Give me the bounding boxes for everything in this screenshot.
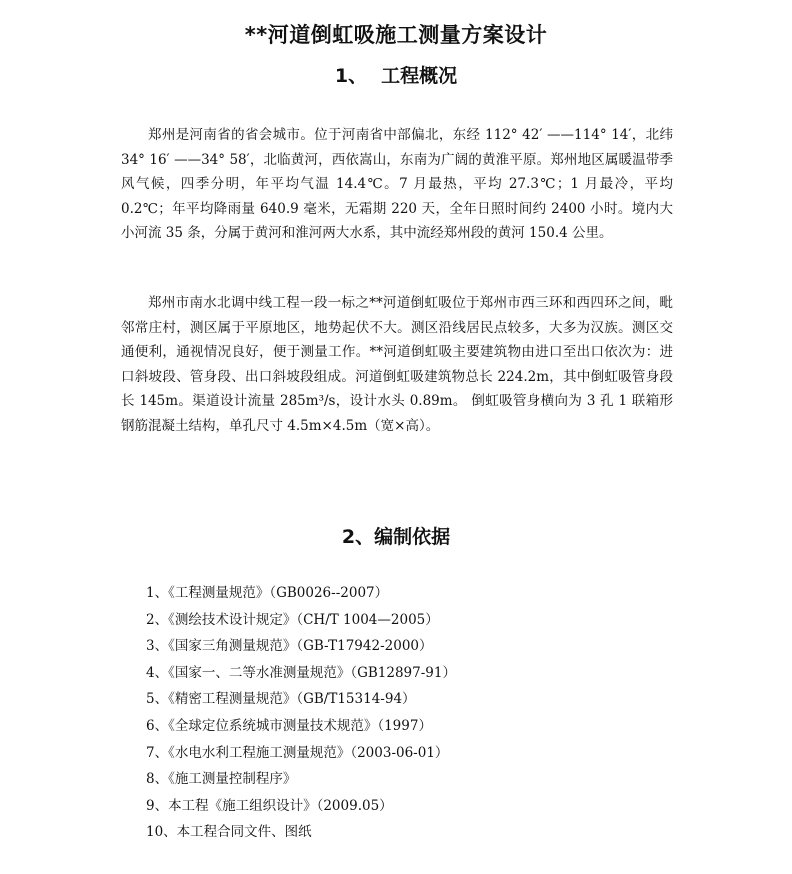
list-item: 7、《水电水利工程施工测量规范》（2003-06-01） [146, 744, 449, 761]
list-item: 8、《施工测量控制程序》 [146, 771, 297, 788]
list-item: 1、《工程测量规范》（GB0026--2007） [146, 585, 389, 601]
section-number: 2、 [341, 526, 375, 548]
list-item: 10、本工程合同文件、图纸 [146, 824, 312, 841]
overview-paragraph-2 [121, 291, 673, 438]
section-heading-basis [0, 523, 792, 551]
list-item: 9、本工程《施工组织设计》（2009.05） [146, 797, 393, 814]
section-title: 编制依据 [374, 526, 451, 548]
section-number: 1、 [334, 65, 368, 87]
list-item: 4、《国家一、二等水准测量规范》（GB12897-91） [146, 664, 456, 681]
list-item: 2、《测绘技术设计规定》（CH/T 1004—2005） [146, 611, 439, 628]
paragraph-text: 郑州是河南省的省会城市。位于河南省中部偏北，东经 112° 42′ ——114° 14′，北纬 34° 16′ ——34° 58′，北临黄河，西依嵩山，东南为广阔的黄淮平原。郑州地区属暖温带季风气候，四季分明，年平均气温 14.4℃。7 月最热，平均 27.3℃；1 月最冷，平均 0.2℃；年平均降雨量 640.9 毫米，无霜期 220 天，全年日照时间约 2400 小时。境内大小河流 35 条，分属于黄河和淮河两大水系，其中流经郑州段的黄河 150.4 公里。 [121, 127, 673, 241]
list-item: 5、《精密工程测量规范》（GB/T15314-94） [146, 691, 416, 708]
section-heading-overview [0, 62, 792, 90]
section-title: 工程概况 [381, 65, 458, 87]
overview-paragraph-1 [121, 123, 673, 246]
document-title: **河道倒虹吸施工测量方案设计 [244, 23, 548, 47]
paragraph-text: 郑州市南水北调中线工程一段一标之**河道倒虹吸位于郑州市西三环和西四环之间，毗邻常庄村，测区属于平原地区，地势起伏不大。测区沿线居民点较多，大多为汉族。测区交通便利，通视情况良好，便于测量工作。**河道倒虹吸主要建筑物由进口至出口依次为：进口斜坡段、管身段、出口斜坡段组成。河道倒虹吸建筑物总长 224.2m，其中倒虹吸管身段长 145m。渠道设计流量 285m³/s，设计水头 0.89m。 倒虹吸管身横向为 3 孔 1 联箱形钢筋混凝土结构，单孔尺寸 4.5m×4.5m（宽×高）。 [121, 295, 673, 434]
list-item: 3、《国家三角测量规范》（GB-T17942-2000） [146, 638, 433, 655]
reference-list [146, 580, 666, 846]
list-item: 6、《全球定位系统城市测量技术规范》（1997） [146, 717, 432, 734]
